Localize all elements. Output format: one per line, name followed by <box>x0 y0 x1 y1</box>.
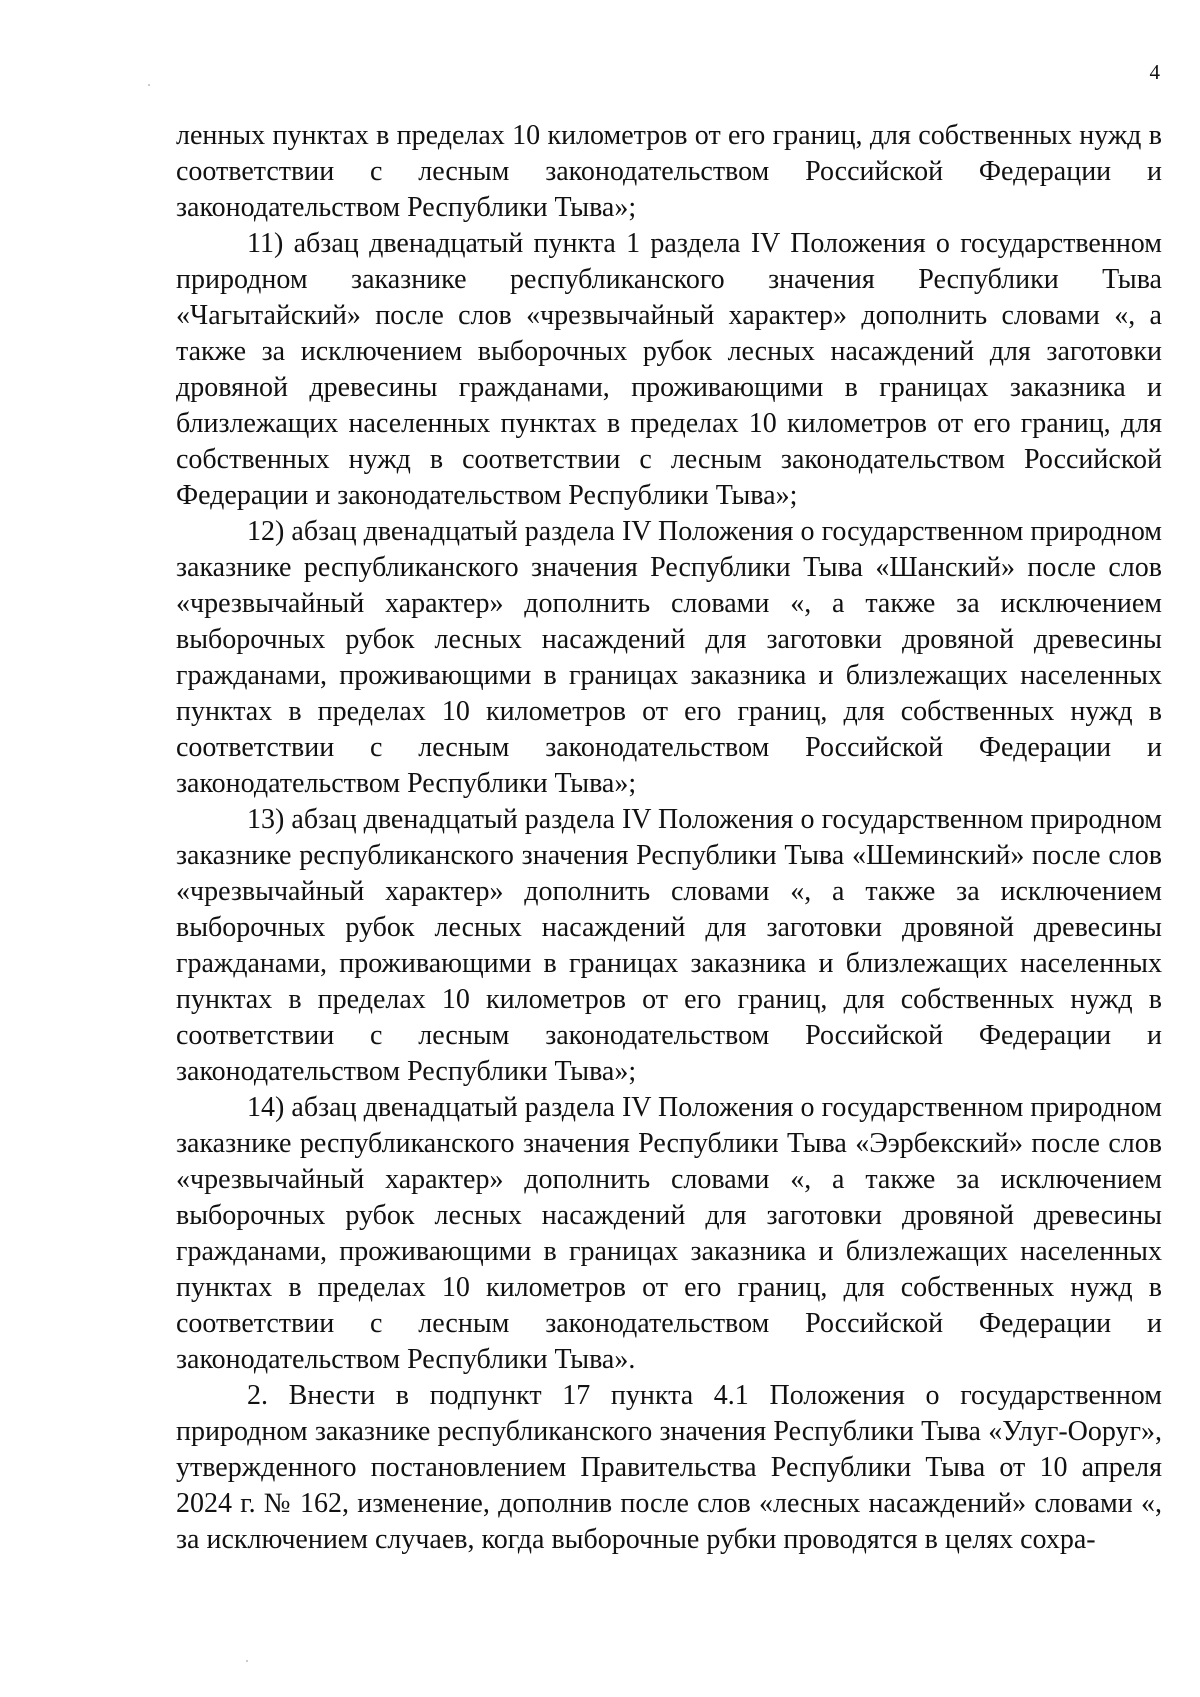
paragraph-item-12: 12) абзац двенадцатый раздела IV Положения о государственном природном заказнике республиканского значения Республики Тыва «Шанский» после слов «чрезвычайный характер» дополнить словами «, а также за исключением выборочных рубок лесных насаждений для заготовки дровяной древесины гражданами, проживающими в границах заказника и близлежащих населенных пунктах в пределах 10 километров от его границ, для собственных нужд в соответствии с лесным законодательством Российской Федерации и законодательством Республики Тыва»; <box>176 516 1162 799</box>
paragraph-item-14: 14) абзац двенадцатый раздела IV Положения о государственном природном заказнике республиканского значения Республики Тыва «Ээрбекский» после слов «чрезвычайный характер» дополнить словами «, а также за исключением выборочных рубок лесных насаждений для заготовки дровяной древесины гражданами, проживающими в границах заказника и близлежащих населенных пунктах в пределах 10 километров от его границ, для собственных нужд в соответствии с лесным законодательством Российской Федерации и законодательством Республики Тыва». <box>176 1092 1162 1375</box>
paragraph-item-13: 13) абзац двенадцатый раздела IV Положения о государственном природном заказнике республиканского значения Республики Тыва «Шеминский» после слов «чрезвычайный характер» дополнить словами «, а также за исключением выборочных рубок лесных насаждений для заготовки дровяной древесины гражданами, проживающими в границах заказника и близлежащих населенных пунктах в пределах 10 километров от его границ, для собственных нужд в соответствии с лесным законодательством Российской Федерации и законодательством Республики Тыва»; <box>176 804 1162 1087</box>
paragraph-item-11: 11) абзац двенадцатый пункта 1 раздела IV Положения о государственном природном заказнике республиканского значения Республики Тыва «Чагытайский» после слов «чрезвычайный характер» дополнить словами «, а также за исключением выборочных рубок лесных насаждений для заготовки дровяной древесины гражданами, проживающими в границах заказника и близлежащих населенных пунктах в пределах 10 километров от его границ, для собственных нужд в соответствии с лесным законодательством Российской Федерации и законодательством Республики Тыва»; <box>176 228 1162 511</box>
page-number: 4 <box>1149 60 1160 84</box>
scan-speck <box>246 1660 248 1662</box>
paragraph-item-2: 2. Внести в подпункт 17 пункта 4.1 Положения о государственном природном заказнике республиканского значения Республики Тыва «Улуг-Ооруг», утвержденного постановлением Правительства Республики Тыва от 10 апреля 2024 г. № 162, изменение, дополнив после слов «лесных насаждений» словами «, за исключением случаев, когда выборочные рубки проводятся в целях сохра- <box>176 1380 1162 1555</box>
paragraph-continuation: ленных пунктах в пределах 10 километров от его границ, для собственных нужд в соответствии с лесным законодательством Российской Федерации и законодательством Республики Тыва»; <box>176 120 1162 223</box>
scan-speck <box>148 84 150 86</box>
document-body <box>176 118 1162 1558</box>
